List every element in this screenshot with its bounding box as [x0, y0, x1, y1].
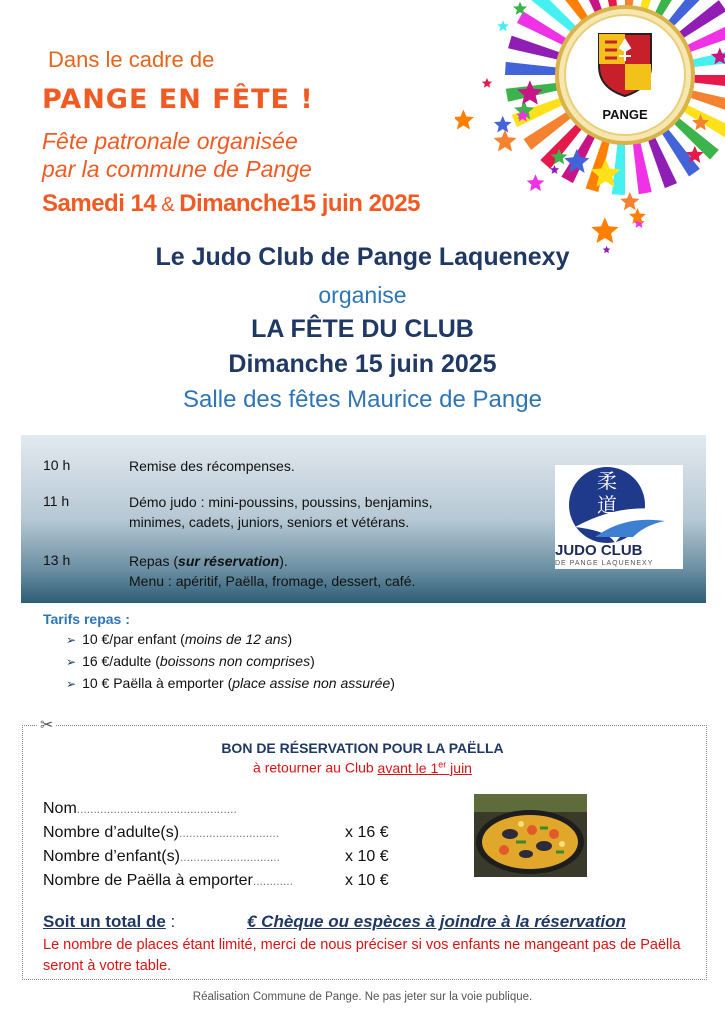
- star-burst-decoration: [455, 0, 725, 260]
- arrow-bullet-icon: ➢: [66, 633, 77, 647]
- star-icon: [494, 116, 512, 133]
- form-dots: ..............................: [179, 850, 280, 864]
- form-dots: ..............................: [179, 826, 280, 840]
- form-field-takeaway[interactable]: [43, 872, 293, 890]
- organise-text: organise: [318, 282, 407, 308]
- deadline-month: juin: [446, 759, 472, 776]
- schedule-line: Menu : apéritif, Paëlla, fromage, dessert, café.: [129, 573, 416, 589]
- tarif-text: ): [390, 675, 395, 691]
- tarif-note: place assise non assurée: [232, 675, 391, 691]
- deadline-text: à retourner au Club: [253, 759, 378, 776]
- schedule-text: ).: [279, 553, 288, 569]
- pange-crest: [595, 30, 655, 125]
- schedule-line: Remise des récompenses.: [129, 458, 295, 474]
- reservation-deadline: [0, 759, 725, 776]
- star-icon: [482, 78, 492, 88]
- crest-shield-icon: [595, 30, 655, 100]
- deadline-date: avant le 1: [377, 759, 439, 776]
- star-icon: [527, 174, 545, 191]
- event-title: LA FÊTE DU CLUB: [251, 315, 474, 343]
- schedule-line: minimes, cadets, juniors, seniors et vétérans.: [129, 514, 410, 530]
- header-dates: [42, 190, 420, 218]
- tarif-item: [66, 675, 395, 691]
- form-price: x 10 €: [345, 872, 389, 889]
- form-label: Nombre d’enfant(s): [43, 848, 180, 865]
- form-dots: ................................................: [76, 802, 237, 816]
- tarif-text: 10 €/par enfant (: [82, 631, 185, 647]
- tarif-text: ): [310, 653, 315, 669]
- schedule-time: 13 h: [43, 552, 71, 568]
- tarif-item: [66, 653, 315, 669]
- paella-photo: [474, 794, 587, 877]
- tarif-text: 10 € Paëlla à emporter (: [82, 675, 233, 691]
- star-icon: [517, 80, 543, 104]
- judo-club-logo: [555, 465, 683, 569]
- club-name: Le Judo Club de Pange Laquenexy: [155, 243, 570, 271]
- tarif-note: moins de 12 ans: [184, 631, 288, 647]
- form-dots: ............: [252, 874, 293, 888]
- reservation-title: BON DE RÉSERVATION POUR LA PAËLLA: [221, 740, 504, 756]
- tarif-text: 16 €/adulte (: [82, 653, 160, 669]
- schedule-item: [129, 456, 295, 476]
- logo-kanji: 柔道: [597, 469, 617, 517]
- logo-title: JUDO CLUB: [555, 542, 643, 559]
- header-intro: Dans le cadre de: [48, 47, 215, 72]
- form-label: Nom: [43, 800, 77, 817]
- tarif-text: ): [287, 631, 293, 647]
- dates-part2: Dimanche15 juin 2025: [179, 190, 420, 217]
- crest-label: PANGE: [602, 107, 648, 122]
- schedule-line: [129, 551, 415, 571]
- form-field-adults[interactable]: [43, 824, 279, 842]
- event-date: Dimanche 15 juin 2025: [228, 350, 497, 378]
- header-event-name: PANGE EN FÊTE !: [42, 84, 314, 115]
- schedule-item: [129, 551, 415, 591]
- schedule-time: 10 h: [43, 457, 71, 473]
- total-line: [43, 912, 175, 932]
- star-icon: [494, 130, 517, 152]
- schedule-emphasis: sur réservation: [178, 553, 280, 569]
- header-subtitle-line1: Fête patronale organisée: [42, 128, 298, 154]
- form-price: x 16 €: [345, 824, 389, 841]
- dates-part1: Samedi 14: [42, 190, 157, 217]
- tarifs-title: Tarifs repas :: [43, 611, 130, 627]
- arrow-bullet-icon: ➢: [66, 677, 77, 691]
- star-icon: [591, 217, 618, 243]
- dates-amp: &: [156, 194, 180, 216]
- schedule-line: Démo judo : mini-poussins, poussins, benjamins,: [129, 494, 433, 510]
- tarif-note: boissons non comprises: [159, 653, 311, 669]
- form-label: Nombre de Paëlla à emporter: [43, 872, 253, 889]
- capacity-warning: Le nombre de places étant limité, merci de nous préciser si vos enfants ne mangeant pas de Paëlla seront à votre table.: [43, 937, 681, 974]
- schedule-text: Repas (: [129, 553, 179, 569]
- schedule-time: 11 h: [43, 493, 70, 509]
- total-colon: :: [165, 912, 176, 931]
- star-icon: [455, 110, 474, 130]
- schedule-item: [129, 492, 432, 532]
- total-label: Soit un total de: [43, 912, 166, 931]
- payment-note: € Chèque ou espèces à joindre à la réservation: [247, 912, 626, 931]
- star-icon: [497, 20, 509, 31]
- tarif-item: [66, 631, 292, 647]
- arrow-bullet-icon: ➢: [66, 655, 77, 669]
- form-field-name[interactable]: [43, 800, 237, 818]
- form-label: Nombre d’adulte(s): [43, 824, 180, 841]
- venue: Salle des fêtes Maurice de Pange: [183, 386, 542, 413]
- logo-subtitle: DE PANGE LAQUENEXY: [555, 560, 654, 567]
- scissors-icon: ✂: [40, 717, 54, 734]
- deadline-sup: er: [438, 759, 447, 769]
- form-price: x 10 €: [345, 848, 389, 865]
- form-field-children[interactable]: [43, 848, 280, 866]
- footer-note: Réalisation Commune de Pange. Ne pas jeter sur la voie publique.: [192, 991, 533, 1003]
- header-subtitle-line2: par la commune de Pange: [42, 156, 312, 182]
